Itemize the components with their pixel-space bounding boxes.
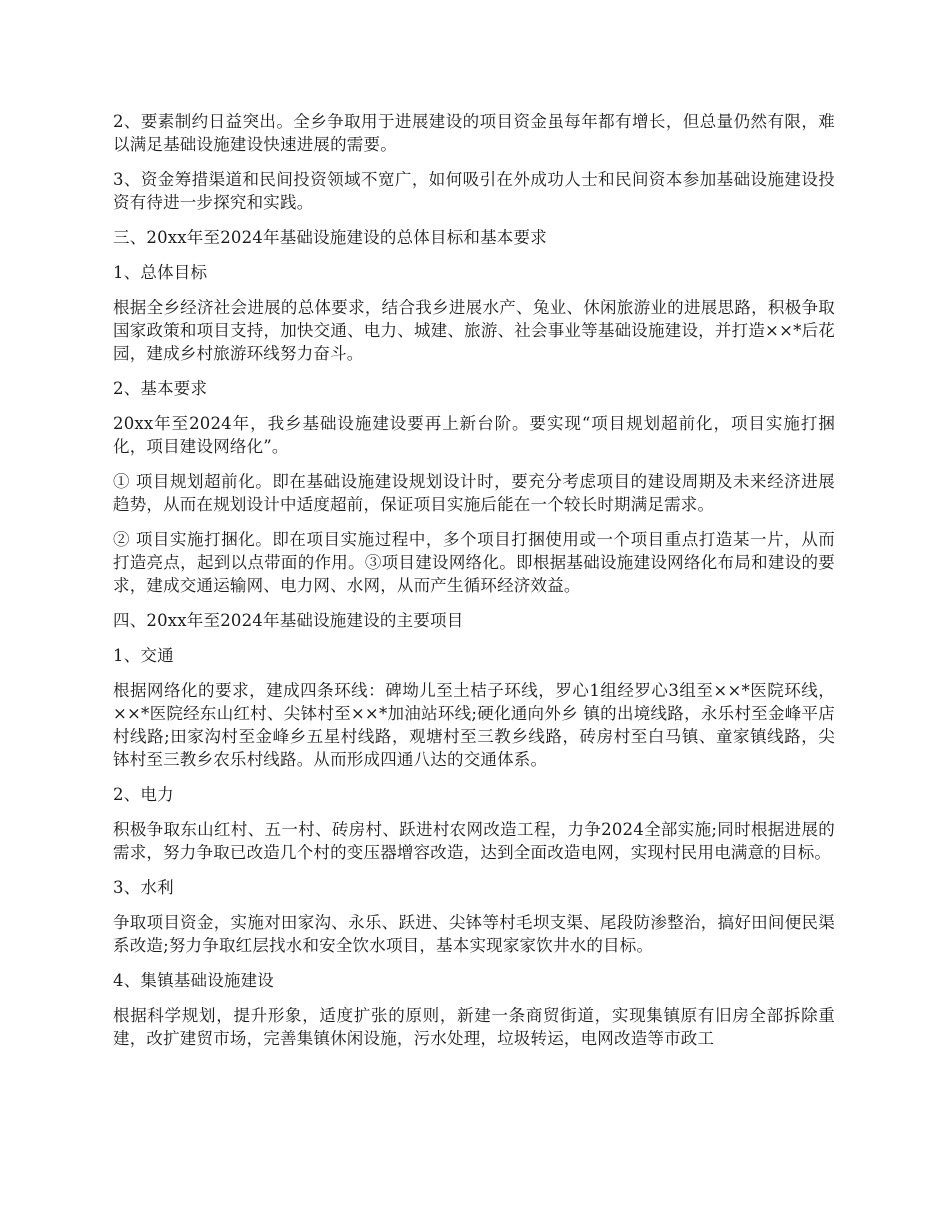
paragraph-water: 争取项目资金，实施对田家沟、永乐、跃进、尖钵等村毛坝支渠、尾段防渗整治，搞好田间便民渠系改造;努力争取红层找水和安全饮水项目，基本实现家家饮井水的目标。 xyxy=(113,913,835,955)
paragraph-basic-requirements: 20xx年至2024年，我乡基础设施建设要再上新台阶。要实现“项目规划超前化，项目实施打捆化，项目建设网络化”。 xyxy=(113,414,835,456)
section-heading-projects: 四、20xx年至2024年基础设施建设的主要项目 xyxy=(113,611,464,630)
paragraph-bundling: ② 项目实施打捆化。即在项目实施过程中，多个项目打捆使用或一个项目重点打造某一片，从而打造亮点，起到以点带面的作用。③项目建设网络化。即根据基础设施建设网络化布局和建设的要求，建成交通运输网、电力网、水网，从而产生循环经济效益。 xyxy=(113,530,835,595)
subheading-traffic: 1、交通 xyxy=(113,646,174,665)
paragraph-planning-ahead: ① 项目规划超前化。即在基础设施建设规划设计时，要充分考虑项目的建设周期及未来经济进展趋势，从而在规划设计中适度超前，保证项目实施后能在一个较长时期满足需求。 xyxy=(113,472,835,514)
subheading-overall-goal: 1、总体目标 xyxy=(113,263,208,282)
paragraph-traffic: 根据网络化的要求，建成四条环线：碑坳儿至土桔子环线，罗心1组经罗心3组至××*医院环线，××*医院经东山红村、尖钵村至××*加油站环线;硬化通向外乡 镇的出境线路，永乐村至金峰平店村线路;田家沟村至金峰乡五星村线路，观塘村至三教乡线路，砖房村至白马镇、童家镇线路，尖钵村至三教乡农乐村线路。从而形成四通八达的交通体系。 xyxy=(113,681,835,769)
paragraph-constraint: 2、要素制约日益突出。全乡争取用于进展建设的项目资金虽每年都有增长，但总量仍然有限，难以满足基础设施建设快速进展的需要。 xyxy=(113,112,835,154)
subheading-basic-requirements: 2、基本要求 xyxy=(113,379,208,398)
subheading-power: 2、电力 xyxy=(113,785,174,804)
subheading-water: 3、水利 xyxy=(113,878,174,897)
section-heading-goals: 三、20xx年至2024年基础设施建设的总体目标和基本要求 xyxy=(113,228,547,247)
paragraph-town: 根据科学规划，提升形象，适度扩张的原则，新建一条商贸街道，实现集镇原有旧房全部拆除重建，改扩建贸市场，完善集镇休闲设施，污水处理，垃圾转运，电网改造等市政工 xyxy=(113,1006,835,1048)
paragraph-power: 积极争取东山红村、五一村、砖房村、跃进村农网改造工程，力争2024全部实施;同时根据进展的需求，努力争取已改造几个村的变压器增容改造，达到全面改造电网，实现村民用电满意的目标。 xyxy=(113,820,835,862)
paragraph-funding: 3、资金筹措渠道和民间投资领域不宽广，如何吸引在外成功人士和民间资本参加基础设施建设投资有待进一步探究和实践。 xyxy=(113,170,835,212)
document-page xyxy=(113,110,835,1062)
paragraph-overall-goal: 根据全乡经济社会进展的总体要求，结合我乡进展水产、兔业、休闲旅游业的进展思路，积极争取国家政策和项目支持，加快交通、电力、城建、旅游、社会事业等基础设施建设，并打造××*后花园，建成乡村旅游环线努力奋斗。 xyxy=(113,298,835,363)
subheading-town: 4、集镇基础设施建设 xyxy=(113,971,274,990)
